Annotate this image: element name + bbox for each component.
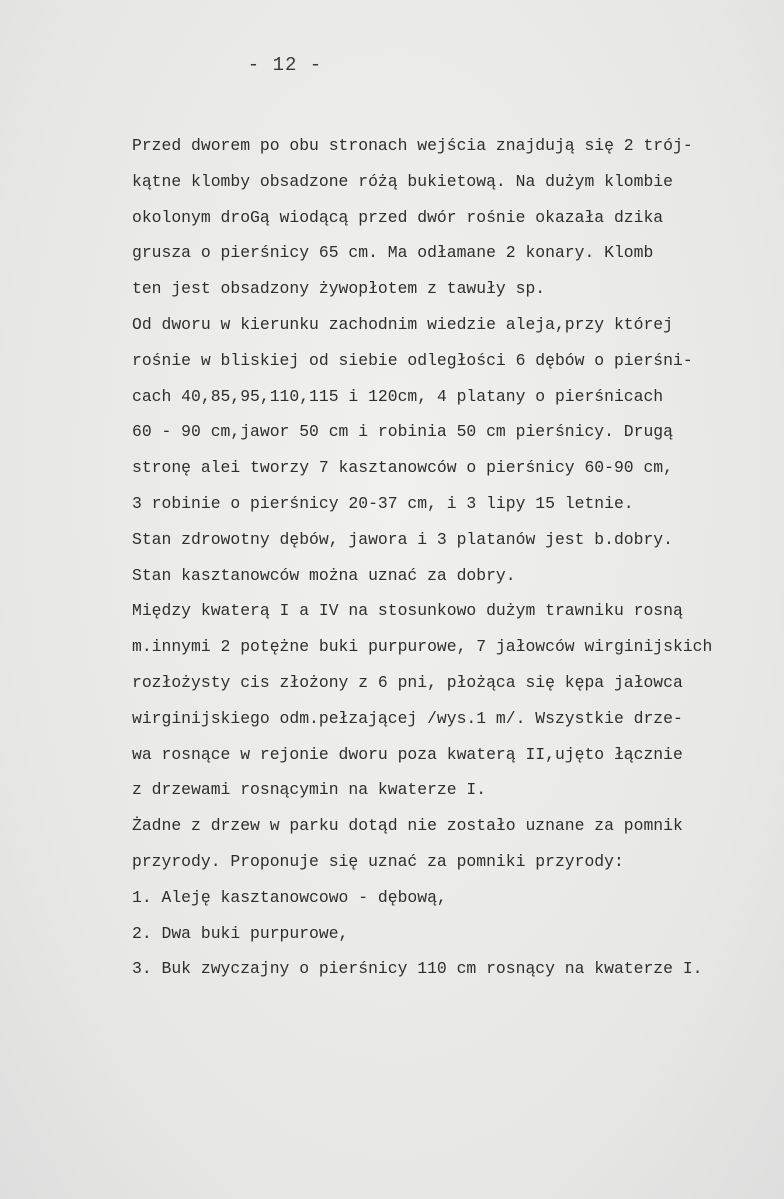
- text-line: Między kwaterą I a IV na stosunkowo dużym trawniku rosną: [132, 601, 683, 621]
- text-line: kątne klomby obsadzone różą bukietową. Na dużym klombie: [132, 171, 673, 191]
- list-item: 1. Aleję kasztanowcowo - dębową,: [132, 887, 447, 907]
- text-line: przyrody. Proponuje się uznać za pomniki przyrody:: [132, 851, 624, 871]
- list-item: 2. Dwa buki purpurowe,: [132, 923, 349, 943]
- text-line: rośnie w bliskiej od siebie odległości 6 dębów o pierśni-: [132, 350, 693, 370]
- text-line: Stan kasztanowców można uznać za dobry.: [132, 565, 516, 585]
- text-line: rozłożysty cis złożony z 6 pni, płożąca się kępa jałowca: [132, 672, 683, 692]
- text-line: cach 40,85,95,110,115 i 120cm, 4 platany o pierśnicach: [132, 386, 664, 406]
- text-line: 3 robinie o pierśnicy 20-37 cm, i 3 lipy 15 letnie.: [132, 493, 634, 513]
- text-line: m.innymi 2 potężne buki purpurowe, 7 jałowców wirginijskich: [132, 637, 713, 657]
- text-line: okolonym droGą wiodącą przed dwór rośnie okazała dzika: [132, 207, 664, 227]
- text-line: ten jest obsadzony żywopłotem z tawuły sp.: [132, 279, 546, 299]
- text-line: wirginijskiego odm.pełzającej /wys.1 m/. Wszystkie drze-: [132, 708, 683, 728]
- text-line: Od dworu w kierunku zachodnim wiedzie aleja,przy której: [132, 314, 673, 334]
- text-line: grusza o pierśnicy 65 cm. Ma odłamane 2 konary. Klomb: [132, 243, 654, 263]
- text-line: Przed dworem po obu stronach wejścia znajdują się 2 trój-: [132, 136, 693, 155]
- text-line: Żadne z drzew w parku dotąd nie zostało uznane za pomnik: [132, 816, 683, 836]
- list-item: 3. Buk zwyczajny o pierśnicy 110 cm rosnący na kwaterze I.: [132, 959, 703, 979]
- text-line: stronę alei tworzy 7 kasztanowców o pierśnicy 60-90 cm,: [132, 458, 673, 478]
- text-line: z drzewami rosnącymin na kwaterze I.: [132, 780, 487, 800]
- body-text: [132, 128, 784, 987]
- text-line: 60 - 90 cm,jawor 50 cm i robinia 50 cm pierśnicy. Drugą: [132, 422, 673, 442]
- text-line: Stan zdrowotny dębów, jawora i 3 platanów jest b.dobry.: [132, 529, 673, 549]
- text-line: wa rosnące w rejonie dworu poza kwaterą II,ujęto łącznie: [132, 744, 683, 764]
- page-number: - 12 -: [247, 54, 323, 76]
